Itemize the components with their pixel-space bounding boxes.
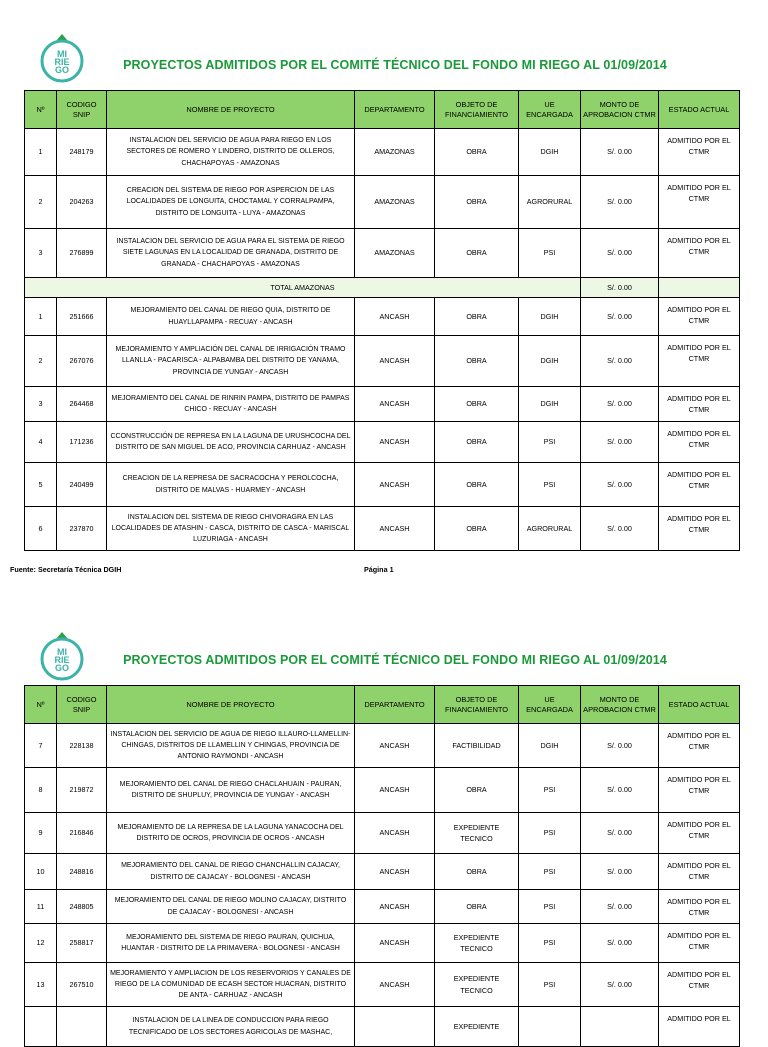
executing-unit: PSI xyxy=(519,854,581,890)
header-snip: CODIGO SNIP xyxy=(57,91,107,129)
approved-amount: S/. 0.00 xyxy=(581,298,659,336)
logo-text-2: RIE xyxy=(54,57,70,67)
financing-object: OBRA xyxy=(435,422,519,463)
project-name: CREACION DEL SISTEMA DE RIEGO POR ASPERCION DE LAS LOCALIDADES DE LONGUITA, CHOCTAMAL Y CORRALPAMPA, DISTRITO DE LONGUITA - LUYA - AMAZONAS xyxy=(107,176,355,229)
row-num: 12 xyxy=(25,924,57,963)
financing-object: FACTIBILIDAD xyxy=(435,724,519,768)
department: ANCASH xyxy=(355,387,435,422)
snip-code: 248179 xyxy=(57,129,107,176)
table-row xyxy=(25,724,740,768)
total-value: S/. 0.00 xyxy=(581,278,659,298)
financing-object: OBRA xyxy=(435,229,519,278)
table-header-row xyxy=(25,686,740,724)
total-label: TOTAL AMAZONAS xyxy=(25,278,581,298)
department: ANCASH xyxy=(355,422,435,463)
row-num: 3 xyxy=(25,387,57,422)
project-name: MEJORAMIENTO DEL CANAL DE RIEGO CHANCHALLIN CAJACAY, DISTRITO DE CAJACAY - BOLOGNESI - ANCASH xyxy=(107,854,355,890)
current-status: ADMITIDO POR EL CTMR xyxy=(659,854,740,890)
financing-object: OBRA xyxy=(435,176,519,229)
executing-unit: PSI xyxy=(519,768,581,813)
snip-code: 248805 xyxy=(57,890,107,924)
approved-amount: S/. 0.00 xyxy=(581,507,659,551)
department: AMAZONAS xyxy=(355,229,435,278)
table-row xyxy=(25,890,740,924)
current-status: ADMITIDO POR EL CTMR xyxy=(659,890,740,924)
header-snip: CODIGO SNIP xyxy=(57,686,107,724)
header-dept: DEPARTAMENTO xyxy=(355,91,435,129)
current-status: ADMITIDO POR EL xyxy=(659,1007,740,1047)
executing-unit: AGRORURAL xyxy=(519,507,581,551)
financing-object: OBRA xyxy=(435,890,519,924)
project-name: MEJORAMIENTO DEL CANAL DE RINRIN PAMPA, DISTRITO DE PAMPAS CHICO - RECUAY - ANCASH xyxy=(107,387,355,422)
approved-amount: S/. 0.00 xyxy=(581,229,659,278)
department: ANCASH xyxy=(355,854,435,890)
current-status: ADMITIDO POR EL CTMR xyxy=(659,387,740,422)
header-objeto: OBJETO DE FINANCIAMIENTO xyxy=(435,91,519,129)
executing-unit: PSI xyxy=(519,890,581,924)
snip-code: 237870 xyxy=(57,507,107,551)
department: ANCASH xyxy=(355,963,435,1007)
project-name: MEJORAMIENTO DE LA REPRESA DE LA LAGUNA YANACOCHA DEL DISTRITO DE OCROS, PROVINCIA DE OCROS - ANCASH xyxy=(107,813,355,854)
snip-code: 267510 xyxy=(57,963,107,1007)
department: ANCASH xyxy=(355,768,435,813)
snip-code: 228138 xyxy=(57,724,107,768)
project-name: MEJORAMIENTO DEL CANAL DE RIEGO QUIA, DISTRITO DE HUAYLLAPAMPA - RECUAY - ANCASH xyxy=(107,298,355,336)
header-estado: ESTADO ACTUAL xyxy=(659,91,740,129)
approved-amount: S/. 0.00 xyxy=(581,890,659,924)
executing-unit: PSI xyxy=(519,963,581,1007)
row-num: 2 xyxy=(25,176,57,229)
table-row xyxy=(25,768,740,813)
project-name: CREACION DE LA REPRESA DE SACRACOCHA Y PEROLCOCHA, DISTRITO DE MALVAS - HUARMEY - ANCASH xyxy=(107,463,355,507)
current-status: ADMITIDO POR EL CTMR xyxy=(659,924,740,963)
executing-unit: PSI xyxy=(519,924,581,963)
financing-object: OBRA xyxy=(435,129,519,176)
current-status: ADMITIDO POR EL CTMR xyxy=(659,724,740,768)
approved-amount xyxy=(581,1007,659,1047)
department: ANCASH xyxy=(355,298,435,336)
header-num: Nº xyxy=(25,91,57,129)
footer-source: Fuente: Secretaría Técnica DGIH xyxy=(10,565,122,574)
project-name: CCONSTRUCCIÓN DE REPRESA EN LA LAGUNA DE URUSHCOCHA DEL DISTRITO DE SAN MIGUEL DE ACO, PROVINCIA CARHUAZ - ANCASH xyxy=(107,422,355,463)
executing-unit: DGIH xyxy=(519,129,581,176)
row-num: 13 xyxy=(25,963,57,1007)
row-num: 9 xyxy=(25,813,57,854)
row-num: 4 xyxy=(25,422,57,463)
logo-text-2: RIE xyxy=(54,655,70,665)
row-num: 10 xyxy=(25,854,57,890)
financing-object: OBRA xyxy=(435,854,519,890)
approved-amount: S/. 0.00 xyxy=(581,463,659,507)
financing-object: EXPEDIENTE TECNICO xyxy=(435,924,519,963)
department: AMAZONAS xyxy=(355,129,435,176)
row-num: 11 xyxy=(25,890,57,924)
logo-text-3: GO xyxy=(54,663,70,673)
logo-text-1: MI xyxy=(57,647,67,657)
row-num: 1 xyxy=(25,298,57,336)
current-status: ADMITIDO POR EL CTMR xyxy=(659,463,740,507)
financing-object: OBRA xyxy=(435,387,519,422)
executing-unit: DGIH xyxy=(519,724,581,768)
snip-code: 248816 xyxy=(57,854,107,890)
table-row xyxy=(25,963,740,1007)
row-num xyxy=(25,1007,57,1047)
executing-unit: PSI xyxy=(519,463,581,507)
current-status: ADMITIDO POR EL CTMR xyxy=(659,229,740,278)
current-status: ADMITIDO POR EL CTMR xyxy=(659,129,740,176)
snip-code: 216846 xyxy=(57,813,107,854)
executing-unit: DGIH xyxy=(519,298,581,336)
financing-object: EXPEDIENTE TECNICO xyxy=(435,813,519,854)
approved-amount: S/. 0.00 xyxy=(581,387,659,422)
approved-amount: S/. 0.00 xyxy=(581,924,659,963)
table-row xyxy=(25,813,740,854)
current-status: ADMITIDO POR EL CTMR xyxy=(659,963,740,1007)
department: ANCASH xyxy=(355,924,435,963)
row-num: 3 xyxy=(25,229,57,278)
executing-unit: DGIH xyxy=(519,336,581,387)
financing-object: EXPEDIENTE xyxy=(435,1007,519,1047)
department: ANCASH xyxy=(355,813,435,854)
snip-code: 171236 xyxy=(57,422,107,463)
project-name: INSTALACION DEL SERVICIO DE AGUA PARA RIEGO EN LOS SECTORES DE ROMERO Y LINDERO, DISTRITO DE OLLEROS, CHACHAPOYAS - AMAZONAS xyxy=(107,129,355,176)
approved-amount: S/. 0.00 xyxy=(581,963,659,1007)
row-num: 1 xyxy=(25,129,57,176)
approved-amount: S/. 0.00 xyxy=(581,724,659,768)
department: ANCASH xyxy=(355,724,435,768)
project-name: MEJORAMIENTO Y AMPLIACIÓN DEL CANAL DE IRRIGACIÓN TRAMO LLANLLA - PACARISCA - ALPABAMBA DEL DISTRITO DE YANAMA, PROVINCIA DE YUNGAY - ANCASH xyxy=(107,336,355,387)
project-name: MEJORAMIENTO DEL CANAL DE RIEGO CHACLAHUAIN - PAURAN, DISTRITO DE SHUPLUY, PROVINCIA DE YUNGAY - ANCASH xyxy=(107,768,355,813)
snip-code: 258817 xyxy=(57,924,107,963)
row-num: 6 xyxy=(25,507,57,551)
mi-riego-logo xyxy=(38,630,86,682)
current-status: ADMITIDO POR EL CTMR xyxy=(659,176,740,229)
approved-amount: S/. 0.00 xyxy=(581,813,659,854)
financing-object: OBRA xyxy=(435,507,519,551)
header-monto: MONTO DE APROBACION CTMR xyxy=(581,91,659,129)
executing-unit: PSI xyxy=(519,229,581,278)
table-row xyxy=(25,924,740,963)
financing-object: OBRA xyxy=(435,336,519,387)
snip-code: 267076 xyxy=(57,336,107,387)
project-name: MEJORAMIENTO DEL SISTEMA DE RIEGO PAURAN, QUICHUA, HUANTAR - DISTRITO DE LA PRIMAVERA - BOLOGNESI - ANCASH xyxy=(107,924,355,963)
current-status: ADMITIDO POR EL CTMR xyxy=(659,813,740,854)
header-monto: MONTO DE APROBACION CTMR xyxy=(581,686,659,724)
header-objeto: OBJETO DE FINANCIAMIENTO xyxy=(435,686,519,724)
project-name: INSTALACION DEL SISTEMA DE RIEGO CHIVORAGRA EN LAS LOCALIDADES DE ATASHIN - CASCA, DISTRITO DE CASCA - MARISCAL LUZURIAGA - ANCASH xyxy=(107,507,355,551)
executing-unit: AGRORURAL xyxy=(519,176,581,229)
project-name: INSTALACION DEL SERVICIO DE AGUA DE RIEGO ILLAURO-LLAMELLIN-CHINGAS, DISTRITOS DE LLAMELLIN Y CHINGAS, PROVINCIA DE ANTONIO RAYMONDI - ANCASH xyxy=(107,724,355,768)
executing-unit: DGIH xyxy=(519,387,581,422)
projects-table xyxy=(24,685,740,1047)
project-name: INSTALACION DE LA LINEA DE CONDUCCION PARA RIEGO TECNIFICADO DE LOS SECTORES AGRICOLAS DE MASHAC, xyxy=(107,1007,355,1047)
header-name: NOMBRE DE PROYECTO xyxy=(107,686,355,724)
approved-amount: S/. 0.00 xyxy=(581,336,659,387)
row-num: 2 xyxy=(25,336,57,387)
row-num: 5 xyxy=(25,463,57,507)
department: ANCASH xyxy=(355,463,435,507)
row-num: 7 xyxy=(25,724,57,768)
financing-object: OBRA xyxy=(435,298,519,336)
header-name: NOMBRE DE PROYECTO xyxy=(107,91,355,129)
table-row xyxy=(25,1007,740,1047)
header-estado: ESTADO ACTUAL xyxy=(659,686,740,724)
current-status: ADMITIDO POR EL CTMR xyxy=(659,422,740,463)
row-num: 8 xyxy=(25,768,57,813)
snip-code: 240499 xyxy=(57,463,107,507)
header-num: Nº xyxy=(25,686,57,724)
snip-code xyxy=(57,1007,107,1047)
project-name: INSTALACION DEL SERVICIO DE AGUA PARA EL SISTEMA DE RIEGO SIETE LAGUNAS EN LA LOCALIDAD DE GRANADA, DISTRITO DE GRANADA - CHACHAPOYAS - AMAZONAS xyxy=(107,229,355,278)
department: ANCASH xyxy=(355,890,435,924)
approved-amount: S/. 0.00 xyxy=(581,129,659,176)
snip-code: 204263 xyxy=(57,176,107,229)
financing-object: OBRA xyxy=(435,768,519,813)
header-ue: UE ENCARGADA xyxy=(519,686,581,724)
financing-object: OBRA xyxy=(435,463,519,507)
department: ANCASH xyxy=(355,336,435,387)
department: ANCASH xyxy=(355,507,435,551)
project-name: MEJORAMIENTO DEL CANAL DE RIEGO MOLINO CAJACAY, DISTRITO DE CAJACAY - BOLOGNESI - ANCASH xyxy=(107,890,355,924)
snip-code: 276899 xyxy=(57,229,107,278)
current-status: ADMITIDO POR EL CTMR xyxy=(659,768,740,813)
current-status: ADMITIDO POR EL CTMR xyxy=(659,298,740,336)
page-title: PROYECTOS ADMITIDOS POR EL COMITÉ TÉCNICO DEL FONDO MI RIEGO AL 01/09/2014 xyxy=(123,653,667,667)
snip-code: 251666 xyxy=(57,298,107,336)
snip-code: 219872 xyxy=(57,768,107,813)
executing-unit: PSI xyxy=(519,813,581,854)
department: AMAZONAS xyxy=(355,176,435,229)
approved-amount: S/. 0.00 xyxy=(581,176,659,229)
page-title: PROYECTOS ADMITIDOS POR EL COMITÉ TÉCNICO DEL FONDO MI RIEGO AL 01/09/2014 xyxy=(123,58,667,72)
approved-amount: S/. 0.00 xyxy=(581,854,659,890)
current-status: ADMITIDO POR EL CTMR xyxy=(659,336,740,387)
department xyxy=(355,1007,435,1047)
current-status: ADMITIDO POR EL CTMR xyxy=(659,507,740,551)
table-row xyxy=(25,854,740,890)
project-name: MEJORAMIENTO Y AMPLIACION DE LOS RESERVORIOS Y CANALES DE RIEGO DE LA COMUNIDAD DE ECASH SECTOR HUACRAN, DISTRITO DE ANTA - CARHUAZ - ANCASH xyxy=(107,963,355,1007)
footer-page: Página 1 xyxy=(364,565,394,574)
logo-text-3: GO xyxy=(54,65,70,75)
approved-amount: S/. 0.00 xyxy=(581,422,659,463)
executing-unit xyxy=(519,1007,581,1047)
approved-amount: S/. 0.00 xyxy=(581,768,659,813)
snip-code: 264468 xyxy=(57,387,107,422)
financing-object: EXPEDIENTE TECNICO xyxy=(435,963,519,1007)
header-ue: UE ENCARGADA xyxy=(519,91,581,129)
header-dept: DEPARTAMENTO xyxy=(355,686,435,724)
logo-text-1: MI xyxy=(57,49,67,59)
executing-unit: PSI xyxy=(519,422,581,463)
